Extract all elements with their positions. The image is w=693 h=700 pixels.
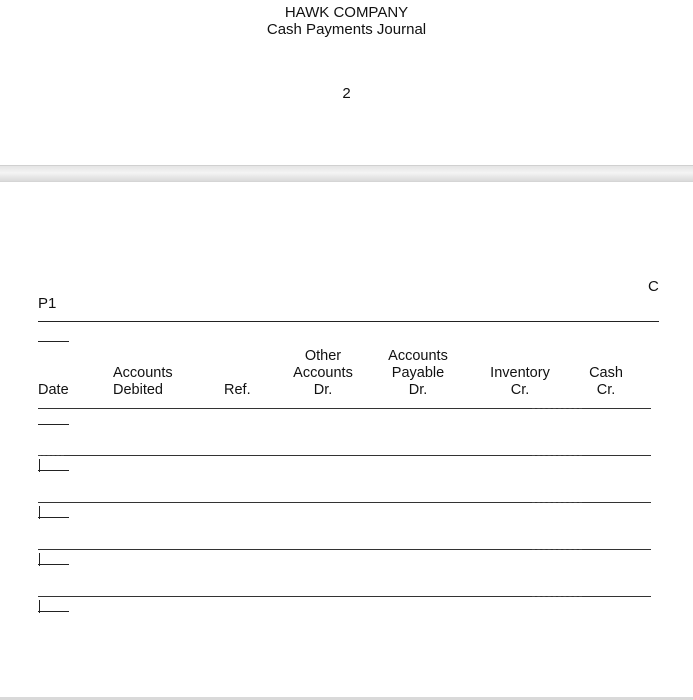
header-accounts-debited-line1: Accounts (113, 365, 173, 381)
section-divider-band (0, 165, 693, 182)
entry-row-tick (38, 564, 69, 565)
header-inventory-line1: Inventory (490, 365, 550, 381)
company-name: HAWK COMPANY (284, 4, 409, 21)
header-other-accounts-line1: Other (304, 348, 342, 364)
entry-row-dash-right (532, 502, 582, 503)
header-other-accounts-line3: Dr. (313, 382, 333, 398)
header-cash-line1: Cash (589, 365, 623, 381)
header-other-accounts-line2: Accounts (293, 365, 353, 381)
entry-row-dash-right (532, 596, 582, 597)
page-number: 2 (342, 85, 351, 102)
header-inventory-line2: Cr. (510, 382, 530, 398)
header-date: Date (38, 382, 69, 398)
header-accounts-payable-dr (380, 348, 456, 399)
page-ref-label: P1 (38, 295, 57, 312)
header-top-rule (38, 321, 659, 322)
entry-row-dash-right (532, 455, 582, 456)
header-accounts-payable-line1: Accounts (388, 348, 448, 364)
column-marker: C (648, 278, 659, 295)
header-other-accounts-dr (286, 348, 360, 399)
short-rule (38, 341, 69, 342)
entry-row-tick (38, 517, 69, 518)
header-cash-line2: Cr. (596, 382, 616, 398)
header-inventory-cr (483, 365, 557, 399)
header-accounts-debited-line2: Debited (113, 382, 163, 398)
header-accounts-debited (113, 365, 173, 399)
entry-row-dash-right (532, 549, 582, 550)
header-accounts-payable-line2: Payable (391, 365, 445, 381)
entry-row-dash-left (38, 455, 64, 456)
entry-row-tick (38, 470, 69, 471)
header-dashed-segment (532, 408, 582, 409)
header-accounts-payable-line3: Dr. (408, 382, 428, 398)
header-ref: Ref. (224, 382, 251, 398)
entry-row-tick (38, 611, 69, 612)
header-cash-cr (578, 365, 634, 399)
journal-title: Cash Payments Journal (266, 21, 427, 38)
entry-row-tick (38, 424, 69, 425)
